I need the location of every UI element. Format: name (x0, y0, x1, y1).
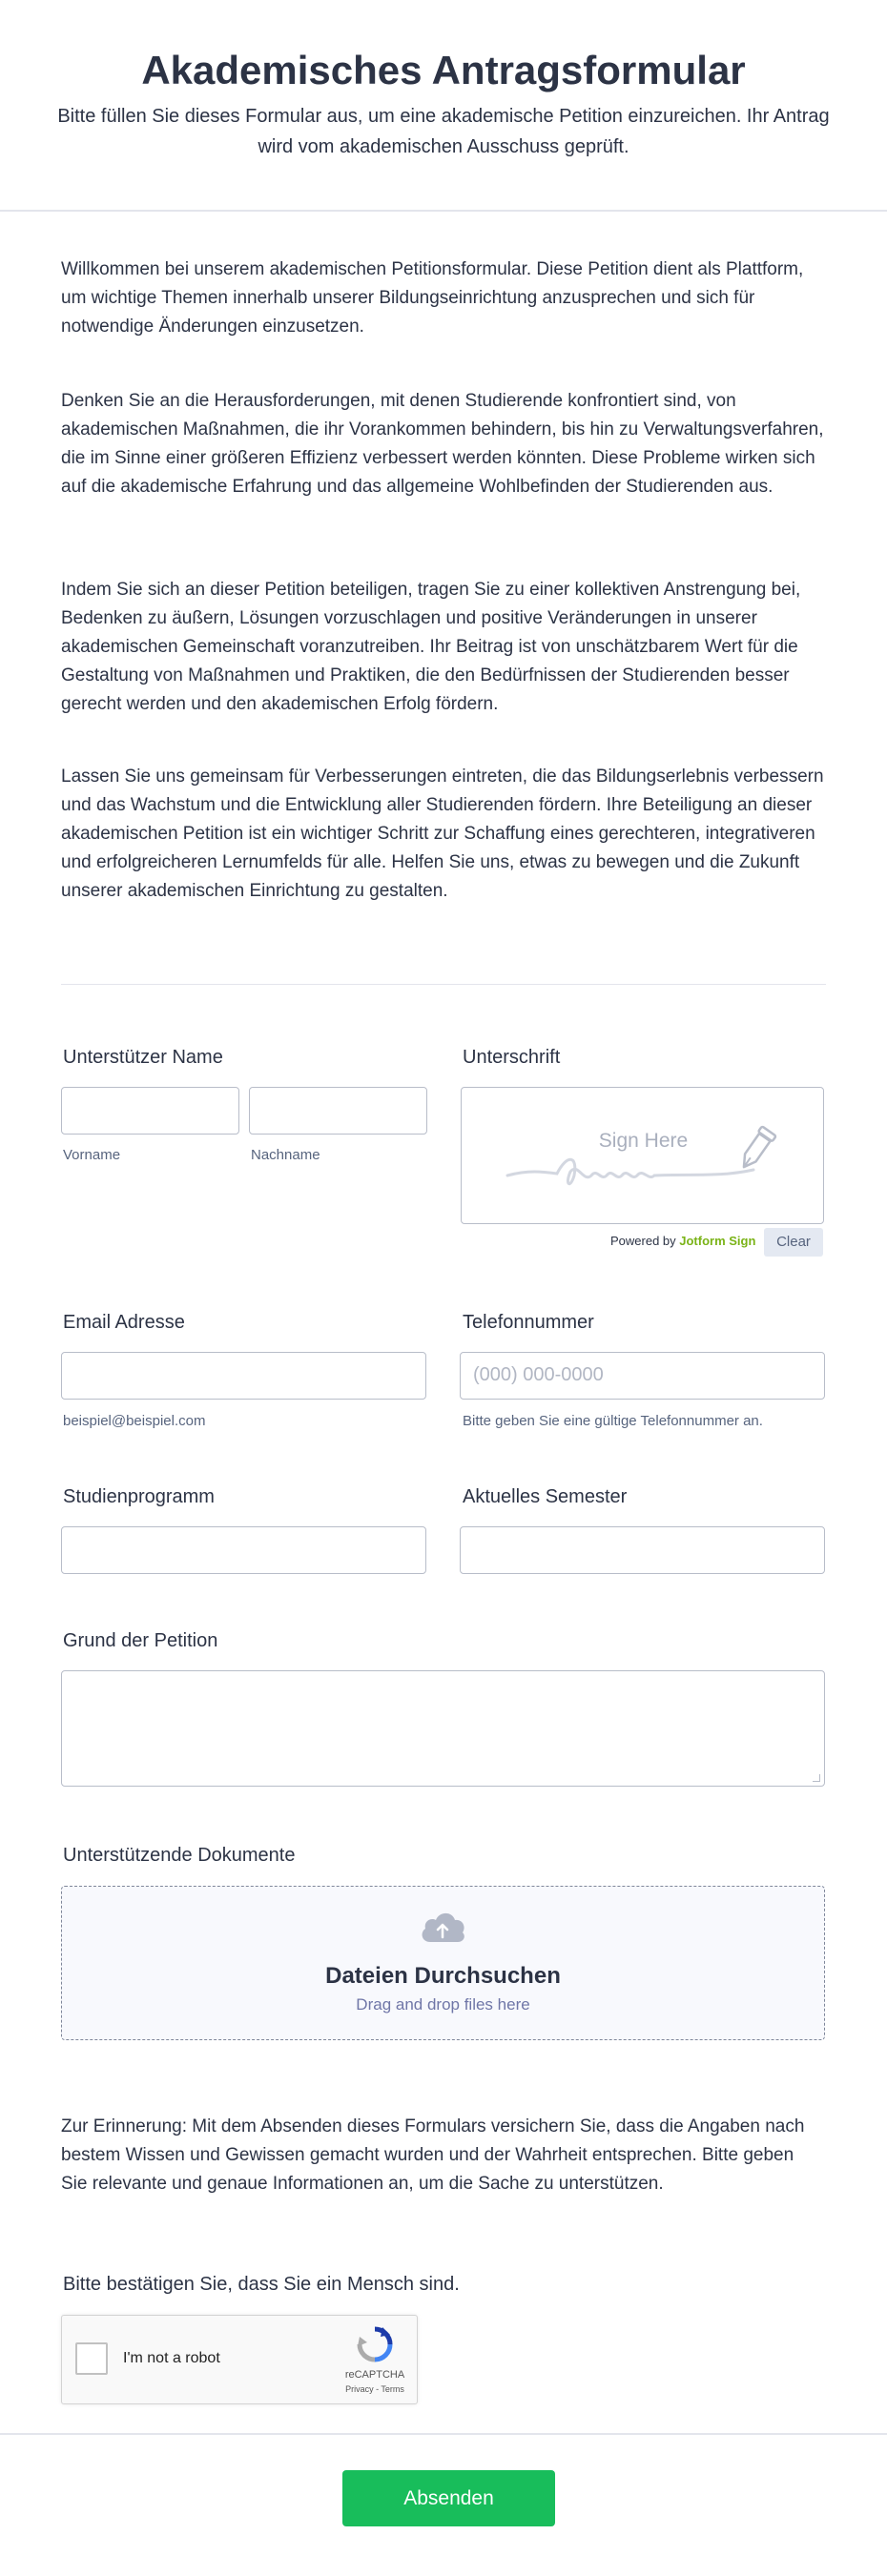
section-divider (61, 984, 826, 985)
cloud-upload-icon (418, 1908, 467, 1946)
powered-by-text (610, 1234, 755, 1248)
intro-paragraph-2: Denken Sie an die Herausforderungen, mit denen Studierende konfrontiert sind, von akademischen Maßnahmen, die ihr Vorankommen behindern, bis hin zu Verwaltungsverfahren, die im Sinne einer größeren Effizienz verbessert werden könnten. Diese Probleme wirken sich auf die akademische Erfahrung und das allgemeine Wohlbefinden der Studierenden aus. (61, 391, 824, 497)
resize-grip-icon[interactable] (813, 1774, 820, 1782)
intro-paragraph-1: Willkommen bei unserem akademischen Petitionsformular. Diese Petition dient als Plattform, um wichtige Themen innerhalb unserer Bildungseinrichtung anzusprechen und sich für notwendige Änderungen einzusetzen. (61, 259, 804, 337)
signature-pen-icon (462, 1088, 825, 1225)
signature-label: Unterschrift (463, 1047, 561, 1068)
documents-label: Unterstützende Dokumente (63, 1845, 296, 1866)
file-upload-area[interactable] (61, 1886, 825, 2040)
email-label: Email Adresse (63, 1312, 185, 1333)
semester-field[interactable] (460, 1526, 825, 1574)
signature-pad[interactable] (461, 1087, 824, 1224)
intro-paragraph-4: Lassen Sie uns gemeinsam für Verbesserungen eintreten, die das Bildungserlebnis verbessern und das Wachstum und die Entwicklung aller Studierenden fördern. Ihre Beteiligung an dieser akademischen Petition ist ein wichtiger Schritt zur Schaffung eines gerechteren, integrativeren und erfolgreicheren Lernumfelds für alle. Helfen Sie uns, etwas zu bewegen und die Zukunft unserer akademischen Einrichtung zu gestalten. (61, 767, 824, 901)
email-field[interactable] (61, 1352, 426, 1400)
phone-label: Telefonnummer (463, 1312, 594, 1333)
powered-prefix: Powered by (610, 1234, 680, 1248)
last-name-sublabel: Nachname (251, 1147, 320, 1163)
recaptcha-brand: reCAPTCHA (344, 2369, 405, 2381)
email-sublabel: beispiel@beispiel.com (63, 1413, 206, 1429)
captcha-label: Bitte bestätigen Sie, dass Sie ein Mensch sind. (63, 2274, 460, 2295)
intro-paragraph-3: Indem Sie sich an dieser Petition beteiligen, tragen Sie zu einer kollektiven Anstrengung bei, Bedenken zu äußern, Lösungen vorzuschlagen und positive Veränderungen in unserer akademischen Gemeinschaft voranzutreiben. Ihr Beitrag ist von unschätzbarem Wert für die Gestaltung von Maßnahmen und Praktiken, die den Bedürfnissen der Studierenden besser gerecht werden und den akademischen Erfolg fördern. (61, 580, 801, 714)
recaptcha-widget (61, 2315, 418, 2404)
signature-clear-button[interactable]: Clear (764, 1228, 823, 1257)
reminder-text: Zur Erinnerung: Mit dem Absenden dieses Formulars versichern Sie, dass die Angaben nach bestem Wissen und Gewissen gemacht wurden und der Wahrheit entsprechen. Bitte geben Sie relevante und genaue Informationen an, um die Sache zu unterstützen. (61, 2116, 805, 2194)
drag-drop-hint: Drag and drop files here (356, 1995, 530, 2014)
captcha-checkbox[interactable] (75, 2342, 108, 2375)
program-field[interactable] (61, 1526, 426, 1574)
name-label: Unterstützer Name (63, 1047, 223, 1068)
reason-textarea[interactable] (61, 1670, 825, 1787)
signature-placeholder: Sign Here (598, 1130, 689, 1152)
submit-button[interactable]: Absenden (342, 2470, 555, 2526)
program-label: Studienprogramm (63, 1486, 215, 1507)
phone-sublabel: Bitte geben Sie eine gültige Telefonnummer an. (463, 1413, 763, 1429)
semester-label: Aktuelles Semester (463, 1486, 628, 1507)
first-name-sublabel: Vorname (63, 1147, 121, 1163)
recaptcha-icon (356, 2325, 394, 2363)
form-header (0, 0, 887, 212)
page-title: Akademisches Antragsformular (141, 48, 746, 92)
jotform-sign-link[interactable]: Jotform Sign (679, 1234, 756, 1248)
page-subtitle: Bitte füllen Sie dieses Formular aus, um eine akademische Petition einzureichen. Ihr Antrag wird vom akademischen Ausschuss geprüft. (57, 106, 830, 157)
footer-divider (0, 2433, 887, 2435)
reason-label: Grund der Petition (63, 1630, 218, 1651)
captcha-checkbox-text: I'm not a robot (123, 2350, 220, 2366)
first-name-input[interactable] (61, 1087, 239, 1135)
browse-files-button[interactable]: Dateien Durchsuchen (325, 1963, 561, 1989)
last-name-input[interactable] (249, 1087, 427, 1135)
recaptcha-terms-link[interactable]: Privacy - Terms (345, 2384, 404, 2394)
phone-field[interactable] (460, 1352, 825, 1400)
phone-placeholder: (000) 000-0000 (473, 1364, 604, 1385)
